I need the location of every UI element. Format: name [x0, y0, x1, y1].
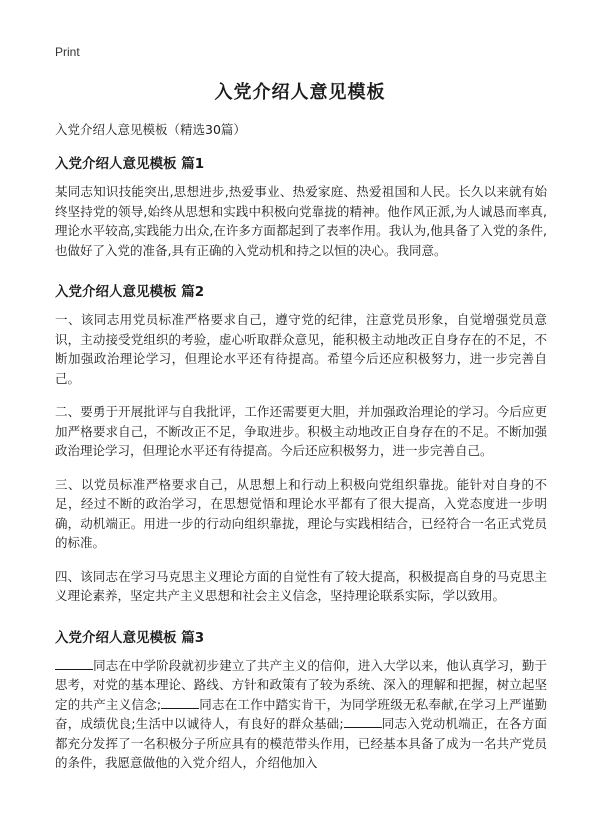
- print-link[interactable]: Print: [55, 45, 80, 59]
- section-3-text-2: 同志在工作中踏实肯干，为同学班级无私奉献,在学习上严谨勤奋，成绩优良;生活中以诚待人，有良好的群众基础;: [55, 696, 547, 731]
- document-subtitle: 入党介绍人意见模板（精选30篇）: [55, 122, 246, 137]
- section-heading-2: 入党介绍人意见模板 篇2: [55, 284, 205, 300]
- section-2-paragraph-2: 二、要勇于开展批评与自我批评，工作还需要更大胆，并加强政治理论的学习。今后应更加严格要求自己，不断改正不足，争取进步。积极主动地改正自身存在的不足。不断加强政治理论学习，但理论水平还有待提高。今后还应积极努力，进一步完善自己。: [55, 404, 547, 458]
- section-2-paragraph-4: 四、该同志在学习马克思主义理论方面的自觉性有了较大提高，积极提高自身的马克思主义理论素养，坚定共产主义思想和社会主义信念，坚持理论联系实际，学以致用。: [55, 568, 547, 603]
- section-3-text-1: 同志在中学阶段就初步建立了共产主义的信仰，进入大学以来，他认真学习，勤于思考，对党的基本理论、路线、方针和政策有了较为系统、深入的理解和把握，树立起坚定的共产主义信念;: [55, 657, 547, 712]
- section-heading-3: 入党介绍人意见模板 篇3: [55, 629, 205, 646]
- fill-blank: [161, 696, 199, 709]
- section-3-paragraph: [55, 656, 547, 773]
- section-2-paragraph-3: 三、以党员标准严格要求自己，从思想上和行动上积极向党组织靠拢。能针对自身的不足，经过不断的政治学习，在思想觉悟和理论水平都有了很大提高，入党态度进一步明确，动机端正。用进一步的行动向组织靠拢，理论与实践相结合，已经符合一名正式党员的标准。: [55, 476, 547, 550]
- section-heading-1: 入党介绍人意见模板 篇1: [55, 156, 205, 172]
- fill-blank: [55, 657, 93, 670]
- section-3-text-3: 同志入党动机端正，在各方面都充分发挥了一名积极分子所应具有的模范带头作用，已经基本具备了成为一名共产党员的条件，我愿意做他的入党介绍人，介绍他加入: [55, 716, 547, 770]
- fill-blank: [344, 715, 382, 728]
- document-body: [55, 146, 547, 787]
- document-title: 入党介绍人意见模板: [214, 82, 386, 103]
- section-1-paragraph: 某同志知识技能突出,思想进步,热爱事业、热爱家庭、热爱祖国和人民。长久以来就有始终坚持党的领导,始终从思想和实践中积极向党靠拢的精神。他作风正派,为人诚恳而率真,理论水平较高,实践能力出众,在许多方面都起到了表率作用。我认为,他具备了入党的条件,也做好了入党的准备,具有正确的入党动机和持之以恒的决心。我同意。: [55, 184, 547, 258]
- section-2-paragraph-1: 一、该同志用党员标准严格要求自己，遵守党的纪律，注意党员形象，自觉增强党员意识，主动接受党组织的考验，虚心听取群众意见，能积极主动地改正自身存在的不足，不断加强政治理论学习，但理论水平还有待提高。希望今后还应积极努力，进一步完善自己。: [55, 312, 547, 386]
